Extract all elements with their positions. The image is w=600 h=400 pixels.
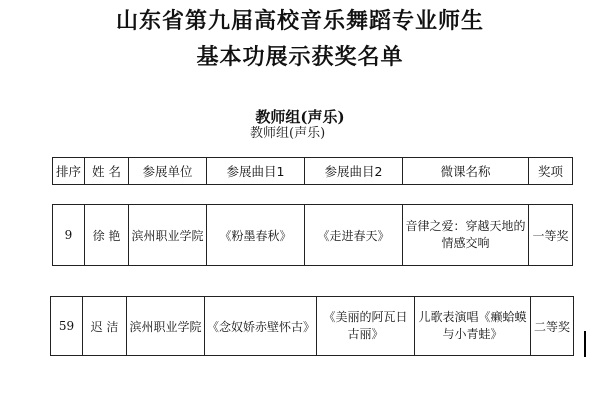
cell-lesson: 儿歌表演唱《癞蛤蟆与小青蛙》 (415, 297, 531, 356)
header-order: 排序 (53, 158, 85, 185)
table-header (52, 157, 573, 185)
header-award: 奖项 (529, 158, 573, 185)
cut-off-text-content: 教师组(声乐) (250, 126, 326, 141)
cell-unit: 滨州职业学院 (127, 297, 205, 356)
cell-piece2: 《美丽的阿瓦日古丽》 (317, 297, 415, 356)
cell-piece1: 《念奴娇赤壁怀古》 (205, 297, 317, 356)
section-subtitle: 教师组(声乐) (255, 108, 345, 126)
header-row (53, 158, 573, 185)
header-lesson: 微课名称 (403, 158, 529, 185)
table-row (52, 204, 573, 266)
cell-award: 一等奖 (529, 205, 573, 266)
table-row (50, 296, 574, 356)
text-cursor (584, 331, 586, 357)
header-name: 姓 名 (85, 158, 129, 185)
cut-off-text (250, 126, 360, 146)
header-piece2: 参展曲目2 (305, 158, 403, 185)
cell-award: 二等奖 (531, 297, 574, 356)
cell-piece2: 《走进春天》 (305, 205, 403, 266)
cell-order: 59 (51, 297, 83, 356)
header-piece1: 参展曲目1 (207, 158, 305, 185)
cell-order: 9 (53, 205, 85, 266)
cell-unit: 滨州职业学院 (129, 205, 207, 266)
header-unit: 参展单位 (129, 158, 207, 185)
page-title-line1: 山东省第九届高校音乐舞蹈专业师生 (115, 8, 484, 34)
cell-piece1: 《粉墨春秋》 (207, 205, 305, 266)
cell-name: 徐 艳 (85, 205, 129, 266)
page-title-line2: 基本功展示获奖名单 (196, 44, 404, 70)
table-row-2 (51, 297, 574, 356)
table-row-1 (53, 205, 573, 266)
cell-lesson: 音律之爱：穿越天地的情感交响 (403, 205, 529, 266)
cell-name: 迟 洁 (83, 297, 127, 356)
